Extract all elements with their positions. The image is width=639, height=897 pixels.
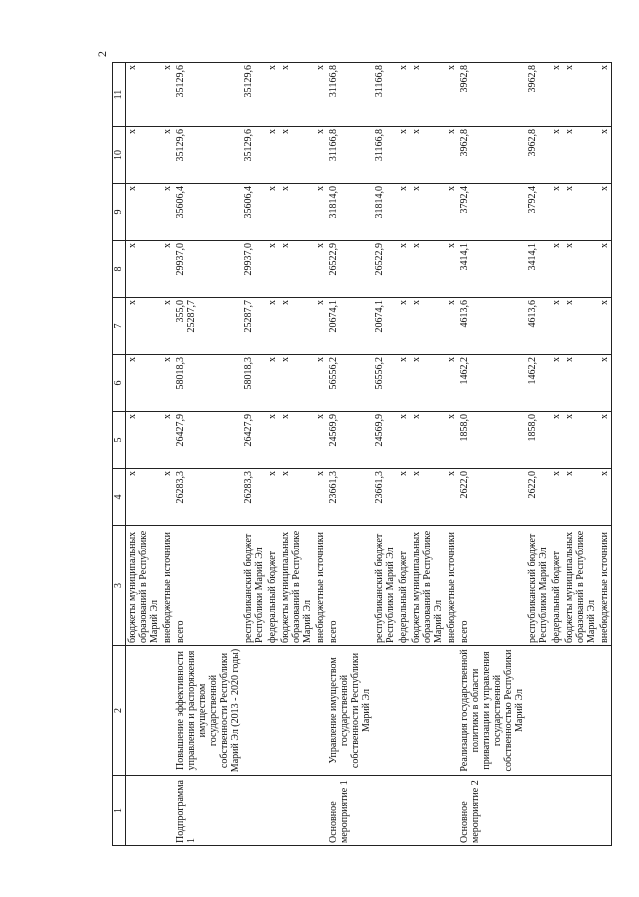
title-cell: Повышение эффективности управления и распоряжения имуществом государственной собственности Республики Марий Эл (2013 - 2020 годы): [174, 646, 242, 776]
title-cell: [279, 646, 314, 776]
table-row: [266, 63, 279, 846]
value-cell: х: [397, 63, 410, 127]
value-cell: х: [563, 127, 598, 184]
value-cell: 1858,0: [458, 412, 526, 469]
value-cell: х: [563, 412, 598, 469]
value-cell: 29937,0: [242, 241, 266, 298]
source-cell: бюджеты муниципальных образований в Республике Марий Эл: [279, 526, 314, 646]
value-cell: 58018,3: [174, 355, 242, 412]
value-cell: х: [550, 63, 563, 127]
value-cell: х: [550, 241, 563, 298]
value-cell: х: [563, 355, 598, 412]
value-cell: 31814,0: [327, 184, 373, 241]
table-row: [526, 63, 550, 846]
page-number: 2: [95, 51, 109, 57]
value-cell: х: [279, 412, 314, 469]
value-cell: 3414,1: [458, 241, 526, 298]
value-cell: х: [550, 127, 563, 184]
value-cell: х: [279, 184, 314, 241]
value-cell: х: [161, 127, 174, 184]
source-cell: республиканский бюджет Республики Марий Эл: [373, 526, 397, 646]
value-cell: х: [397, 298, 410, 355]
value-cell: х: [410, 298, 445, 355]
value-cell: 1858,0: [526, 412, 550, 469]
value-cell: х: [397, 412, 410, 469]
value-cell: х: [161, 241, 174, 298]
value-cell: х: [397, 469, 410, 526]
value-cell: 25287,7: [242, 298, 266, 355]
value-cell: 35606,4: [242, 184, 266, 241]
program-cell: [279, 776, 314, 846]
header-col-1: 1: [113, 776, 126, 846]
source-cell: федеральный бюджет: [266, 526, 279, 646]
value-cell: х: [279, 469, 314, 526]
program-cell: [314, 776, 327, 846]
title-cell: Управление имуществом государственной собственности Республики Марий Эл: [327, 646, 373, 776]
header-col-11: 11: [113, 63, 126, 127]
value-cell: х: [598, 241, 612, 298]
value-cell: 31166,8: [373, 63, 397, 127]
value-cell: х: [563, 63, 598, 127]
source-cell: внебюджетные источники: [445, 526, 458, 646]
value-cell: х: [598, 127, 612, 184]
value-cell: х: [397, 184, 410, 241]
value-line: 355,0: [175, 300, 186, 323]
value-cell: 35606,4: [174, 184, 242, 241]
source-cell: бюджеты муниципальных образований в Республике Марий Эл: [126, 526, 162, 646]
source-cell: бюджеты муниципальных образований в Республике Марий Эл: [563, 526, 598, 646]
table-row: [314, 63, 327, 846]
value-cell: 31166,8: [327, 63, 373, 127]
value-cell: 35129,6: [174, 63, 242, 127]
program-cell: [161, 776, 174, 846]
value-cell: 35129,6: [242, 127, 266, 184]
value-cell: х: [598, 355, 612, 412]
table-row: [410, 63, 445, 846]
value-cell: х: [598, 184, 612, 241]
title-cell: [563, 646, 598, 776]
program-cell: Основное мероприятие 2: [458, 776, 526, 846]
program-cell: [397, 776, 410, 846]
value-cell: 3962,8: [458, 127, 526, 184]
value-cell: х: [279, 63, 314, 127]
value-cell: х: [410, 127, 445, 184]
title-cell: [161, 646, 174, 776]
value-cell: х: [314, 184, 327, 241]
value-cell: х: [397, 127, 410, 184]
value-cell: х: [445, 63, 458, 127]
value-cell: х: [397, 241, 410, 298]
value-cell: х: [598, 469, 612, 526]
value-cell: 24569,9: [373, 412, 397, 469]
value-cell: 1462,2: [458, 355, 526, 412]
value-cell: х: [314, 63, 327, 127]
value-cell: х: [266, 355, 279, 412]
value-cell: 4613,6: [458, 298, 526, 355]
table-row: [550, 63, 563, 846]
title-cell: [397, 646, 410, 776]
program-cell: Подпрограмма 1: [174, 776, 242, 846]
value-cell: х: [126, 63, 162, 127]
value-cell: х: [598, 63, 612, 127]
value-cell: х: [279, 127, 314, 184]
table-row: [126, 63, 162, 846]
value-cell: х: [410, 184, 445, 241]
program-cell: [598, 776, 612, 846]
value-cell: 23661,3: [327, 469, 373, 526]
value-cell: 29937,0: [174, 241, 242, 298]
table-row: [242, 63, 266, 846]
title-cell: [314, 646, 327, 776]
value-cell: х: [445, 241, 458, 298]
header-col-4: 4: [113, 469, 126, 526]
value-cell: х: [563, 298, 598, 355]
table-row: [327, 63, 373, 846]
value-cell: х: [598, 298, 612, 355]
value-cell: х: [161, 412, 174, 469]
value-cell: х: [266, 469, 279, 526]
header-col-7: 7: [113, 298, 126, 355]
table-row: [445, 63, 458, 846]
table-row: [161, 63, 174, 846]
table-row: [397, 63, 410, 846]
value-cell: х: [445, 412, 458, 469]
source-cell: внебюджетные источники: [598, 526, 612, 646]
value-cell: х: [563, 184, 598, 241]
table-row: [458, 63, 526, 846]
header-col-8: 8: [113, 241, 126, 298]
value-cell: х: [550, 184, 563, 241]
value-cell: х: [550, 412, 563, 469]
value-cell: х: [126, 355, 162, 412]
header-col-9: 9: [113, 184, 126, 241]
value-cell: х: [314, 127, 327, 184]
value-cell: х: [266, 63, 279, 127]
value-line: 25287,7: [186, 300, 197, 333]
value-cell: 23661,3: [373, 469, 397, 526]
title-cell: [126, 646, 162, 776]
value-cell: 56556,2: [327, 355, 373, 412]
value-cell: х: [550, 355, 563, 412]
value-cell: х: [397, 355, 410, 412]
value-cell: х: [314, 298, 327, 355]
source-cell: внебюджетные источники: [314, 526, 327, 646]
value-cell: х: [126, 298, 162, 355]
header-col-3: 3: [113, 526, 126, 646]
value-cell: х: [161, 469, 174, 526]
value-cell: 20674,1: [327, 298, 373, 355]
value-cell: х: [161, 63, 174, 127]
rotated-table-container: [112, 46, 632, 846]
value-cell: х: [410, 355, 445, 412]
value-cell: х: [126, 469, 162, 526]
header-col-10: 10: [113, 127, 126, 184]
value-cell: х: [266, 127, 279, 184]
value-cell: х: [314, 412, 327, 469]
value-cell: 3792,4: [458, 184, 526, 241]
value-cell: 20674,1: [373, 298, 397, 355]
header-col-5: 5: [113, 412, 126, 469]
value-cell: х: [266, 412, 279, 469]
value-cell: 2622,0: [458, 469, 526, 526]
title-cell: [445, 646, 458, 776]
source-cell: всего: [458, 526, 526, 646]
table-row: [598, 63, 612, 846]
value-cell: х: [279, 241, 314, 298]
program-cell: [373, 776, 397, 846]
value-cell: 3962,8: [526, 127, 550, 184]
value-cell: х: [126, 184, 162, 241]
value-cell: 26427,9: [242, 412, 266, 469]
value-cell: 1462,2: [526, 355, 550, 412]
value-cell: 35129,6: [174, 127, 242, 184]
table-row: [563, 63, 598, 846]
value-cell: 3962,8: [526, 63, 550, 127]
source-cell: федеральный бюджет: [550, 526, 563, 646]
value-cell: х: [266, 298, 279, 355]
value-cell: 56556,2: [373, 355, 397, 412]
title-cell: [242, 646, 266, 776]
title-cell: [266, 646, 279, 776]
title-cell: [550, 646, 563, 776]
header-row: [113, 63, 126, 846]
header-col-2: 2: [113, 646, 126, 776]
value-cell: х: [126, 241, 162, 298]
program-cell: [126, 776, 162, 846]
value-cell: 3414,1: [526, 241, 550, 298]
value-cell: х: [563, 469, 598, 526]
value-cell: 24569,9: [327, 412, 373, 469]
header-col-6: 6: [113, 355, 126, 412]
value-cell: х: [314, 241, 327, 298]
source-cell: республиканский бюджет Республики Марий Эл: [526, 526, 550, 646]
program-cell: [563, 776, 598, 846]
value-cell: 26522,9: [327, 241, 373, 298]
program-cell: [526, 776, 550, 846]
value-cell: х: [314, 355, 327, 412]
value-cell: х: [279, 298, 314, 355]
source-cell: внебюджетные источники: [161, 526, 174, 646]
value-cell: х: [410, 412, 445, 469]
program-cell: [445, 776, 458, 846]
value-cell: х: [126, 412, 162, 469]
value-cell: х: [563, 241, 598, 298]
source-cell: всего: [327, 526, 373, 646]
source-cell: всего: [174, 526, 242, 646]
value-cell: х: [314, 469, 327, 526]
value-cell: х: [445, 298, 458, 355]
value-cell: х: [410, 63, 445, 127]
title-cell: [526, 646, 550, 776]
title-cell: [410, 646, 445, 776]
source-cell: бюджеты муниципальных образований в Республике Марий Эл: [410, 526, 445, 646]
value-cell: х: [266, 184, 279, 241]
value-cell: 26427,9: [174, 412, 242, 469]
value-cell: х: [445, 127, 458, 184]
budget-table: [112, 62, 612, 846]
value-cell: 31166,8: [373, 127, 397, 184]
value-cell: х: [445, 184, 458, 241]
title-cell: Реализация государственной политики в области приватизации и управления государственной собственностью Республики Марий Эл: [458, 646, 526, 776]
value-cell: х: [550, 469, 563, 526]
value-cell: х: [161, 184, 174, 241]
value-cell-stacked: [174, 298, 242, 355]
value-cell: 58018,3: [242, 355, 266, 412]
source-cell: федеральный бюджет: [397, 526, 410, 646]
value-cell: 3962,8: [458, 63, 526, 127]
value-cell: х: [598, 412, 612, 469]
table-row: [279, 63, 314, 846]
value-cell: 31814,0: [373, 184, 397, 241]
program-cell: [550, 776, 563, 846]
title-cell: [598, 646, 612, 776]
value-cell: х: [161, 355, 174, 412]
table-row: [174, 63, 242, 846]
value-cell: х: [445, 469, 458, 526]
value-cell: 26283,3: [242, 469, 266, 526]
table-row: [373, 63, 397, 846]
value-cell: 31166,8: [327, 127, 373, 184]
table-body: [126, 63, 612, 846]
value-cell: х: [445, 355, 458, 412]
source-cell: республиканский бюджет Республики Марий Эл: [242, 526, 266, 646]
value-cell: 3792,4: [526, 184, 550, 241]
value-cell: 35129,6: [242, 63, 266, 127]
value-cell: х: [126, 127, 162, 184]
value-cell: х: [550, 298, 563, 355]
value-cell: х: [266, 241, 279, 298]
title-cell: [373, 646, 397, 776]
value-cell: 26522,9: [373, 241, 397, 298]
program-cell: [266, 776, 279, 846]
value-cell: х: [279, 355, 314, 412]
program-cell: [410, 776, 445, 846]
value-cell: 26283,3: [174, 469, 242, 526]
value-cell: 4613,6: [526, 298, 550, 355]
value-cell: х: [161, 298, 174, 355]
value-cell: 2622,0: [526, 469, 550, 526]
program-cell: [242, 776, 266, 846]
program-cell: Основное мероприятие 1: [327, 776, 373, 846]
value-cell: х: [410, 469, 445, 526]
value-cell: х: [410, 241, 445, 298]
